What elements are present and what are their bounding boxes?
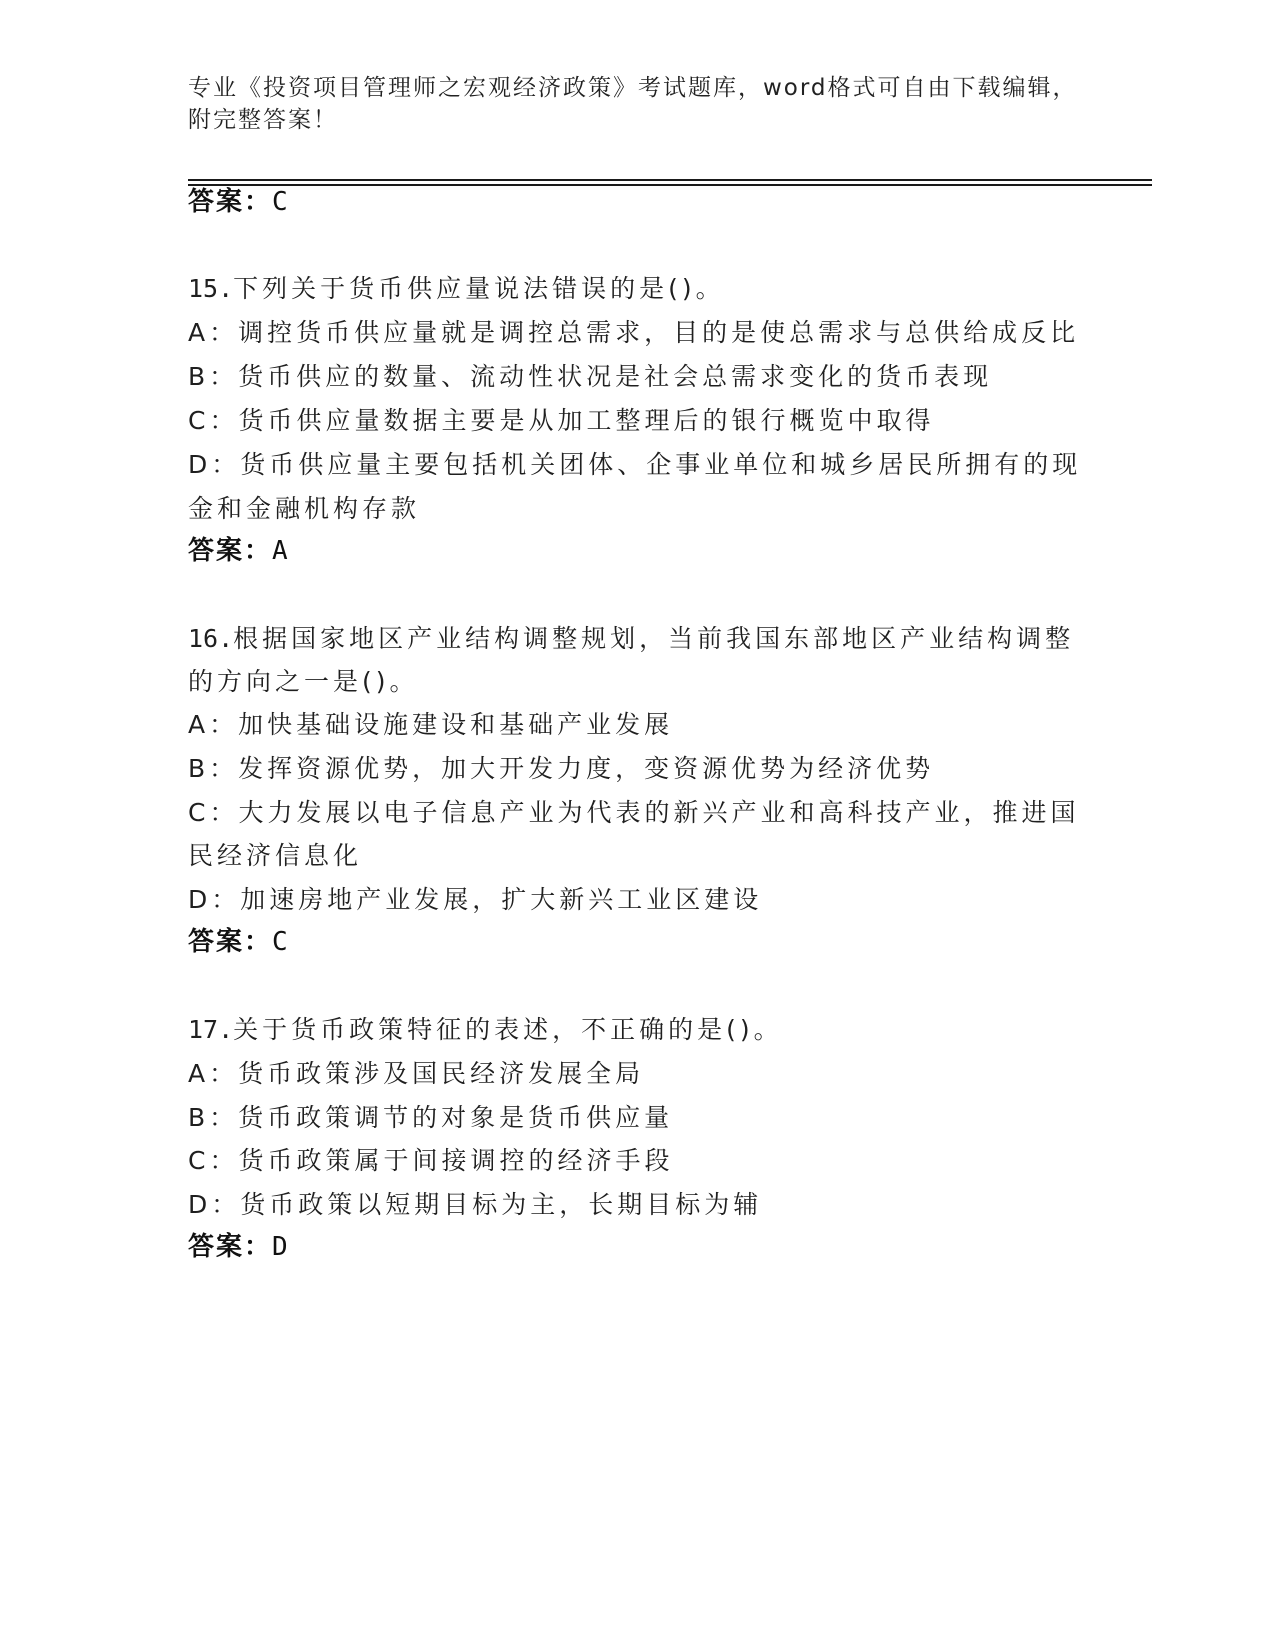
header-line-1: 专业《投资项目管理师之宏观经济政策》考试题库，word格式可自由下载编辑， [188, 75, 1078, 101]
question-16-stem [188, 622, 1088, 656]
prev-answer [188, 185, 288, 219]
question-17-option-b: B：货币政策调节的对象是货币供应量 [188, 1103, 674, 1132]
question-15-option-d-cont: 金和金融机构存款 [188, 494, 421, 523]
question-17-option-d: D：货币政策以短期目标为主，长期目标为辅 [188, 1190, 763, 1219]
question-number: 15. [188, 274, 234, 303]
answer-label: 答案： [188, 536, 273, 566]
question-stem-text: 根据国家地区产业结构调整规划，当前我国东部地区产业结构调整 [233, 624, 1075, 653]
question-number: 16. [188, 624, 234, 653]
question-17-option-a: A：货币政策涉及国民经济发展全局 [188, 1059, 645, 1088]
header-rule-bottom [188, 184, 1152, 186]
answer-value: C [272, 187, 288, 217]
question-15-stem [188, 272, 1088, 306]
question-17-option-c: C：货币政策属于间接调控的经济手段 [188, 1146, 674, 1175]
question-15-option-a: A：调控货币供应量就是调控总需求，目的是使总需求与总供给成反比 [188, 318, 1080, 347]
answer-value: A [272, 536, 288, 566]
question-16-option-a: A：加快基础设施建设和基础产业发展 [188, 710, 674, 739]
question-16-answer [188, 925, 288, 959]
header-line-2: 附完整答案！ [188, 107, 338, 133]
question-15-option-d: D：货币供应量主要包括机关团体、企事业单位和城乡居民所拥有的现 [188, 450, 1082, 479]
question-number: 17. [188, 1015, 234, 1044]
question-16-option-c: C：大力发展以电子信息产业为代表的新兴产业和高科技产业，推进国 [188, 798, 1080, 827]
question-16-option-c-cont: 民经济信息化 [188, 841, 363, 870]
answer-value: C [272, 927, 288, 957]
question-stem-text: 关于货币政策特征的表述，不正确的是()。 [233, 1015, 783, 1044]
question-16-option-b: B：发挥资源优势，加大开发力度，变资源优势为经济优势 [188, 754, 935, 783]
answer-label: 答案： [188, 187, 273, 217]
answer-label: 答案： [188, 1232, 273, 1262]
question-stem-text: 下列关于货币供应量说法错误的是()。 [233, 274, 725, 303]
question-15-option-b: B：货币供应的数量、流动性状况是社会总需求变化的货币表现 [188, 362, 993, 391]
question-15-option-c: C：货币供应量数据主要是从加工整理后的银行概览中取得 [188, 406, 935, 435]
question-17-answer [188, 1230, 288, 1264]
question-16-stem-cont: 的方向之一是()。 [188, 667, 419, 696]
header-rule-top [188, 179, 1152, 181]
question-17-stem [188, 1013, 1088, 1047]
answer-value: D [272, 1232, 288, 1262]
question-15-answer [188, 534, 288, 568]
question-16-option-d: D：加速房地产业发展，扩大新兴工业区建设 [188, 885, 763, 914]
document-header [188, 72, 1088, 136]
answer-label: 答案： [188, 927, 273, 957]
